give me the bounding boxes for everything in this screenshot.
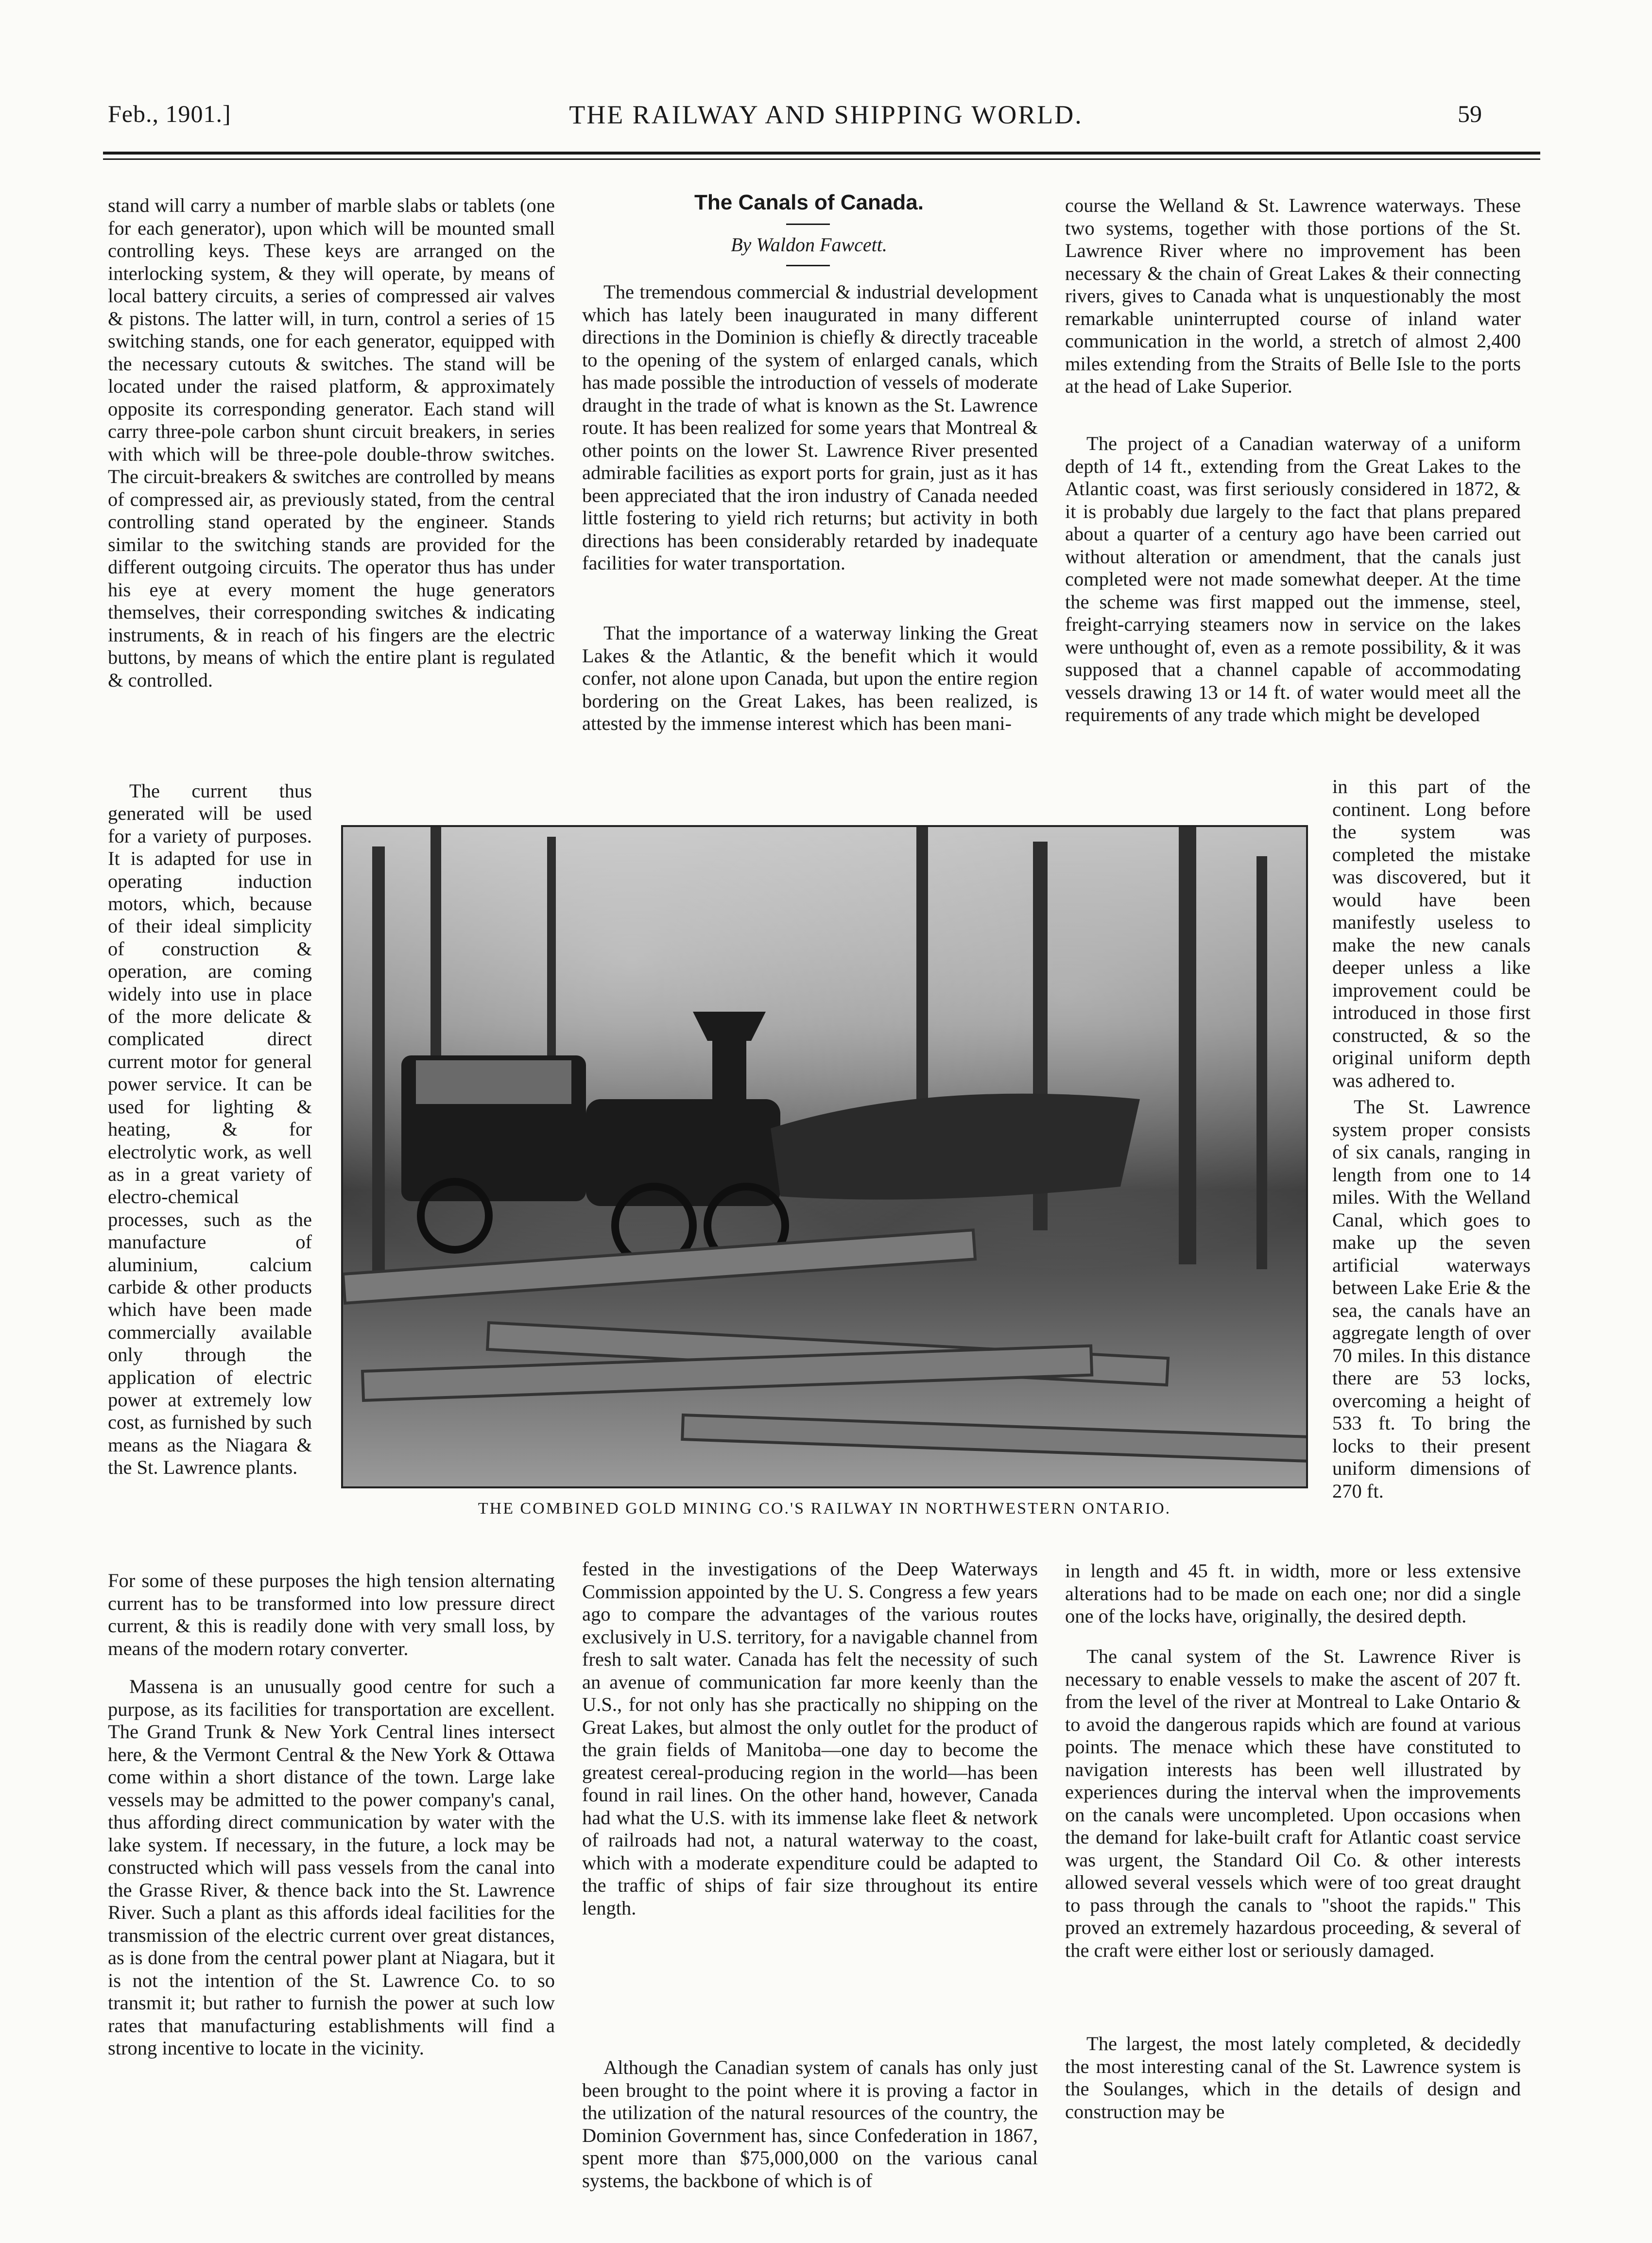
col1-paragraph-3: Massena is an unusually good centre for such a purpose, as its facilities for transportation are excellent. The Grand Trunk & New York Central lines intersect here, & the Vermont Central & the New York & Ottawa come within a short distance of the town. Large lake vessels may be admitted to the power company's canal, thus affording direct communication by water with the lake system. If necessary, in the future, a lock may be constructed which will pass vessels from the canal into the Grasse River, & thence back into the St. Lawrence River. Such a plant as this affords ideal facilities for the transmission of the electric current over great distances, as is done from the central power plant at Niagara, but it is not the intention of the St. Lawrence Co. to so transmit it; but rather to furnish the power at such low rates that manufacturing establishments will find a strong incentive to locate in the vicinity. [108,1675,555,2059]
col1-paragraph-2-continued: For some of these purposes the high tension alternating current has to be transformed into low pressure direct current, & this is readily done with very small loss, by means of the modern rotary converter. [108,1570,555,1659]
article-title: The Canals of Canada. [694,190,924,214]
title-separator [786,224,830,225]
publication-title: THE RAILWAY AND SHIPPING WORLD. [569,100,1083,129]
col2-paragraph-4: Although the Canadian system of canals has only just been brought to the point where it is proving a factor in the utilization of the natural resources of the country, the Dominion Government has, since Confederation in 1867, spent more than $75,000,000 on the various canal systems, the backbone of which is of [582,2056,1038,2191]
page-number: 59 [1458,100,1482,127]
col2-paragraph-2: That the importance of a waterway linking the Great Lakes & the Atlantic, & the benefit which it would confer, not alone upon Canada, but upon the entire region bordering on the Great Lakes, has been realized, is attested by the immense interest which has been mani- [582,622,1038,734]
article-byline: By Waldon Fawcett. [731,234,887,256]
photo-caption: THE COMBINED GOLD MINING CO.'S RAILWAY IN NORTHWESTERN ONTARIO. [478,1500,1171,1518]
railway-photograph [341,825,1308,1488]
col1-paragraph-2-wrap: The current thus generated will be used for a variety of purposes. It is adapted for use in operating induction motors, which, because of their ideal simplicity of construction & operation, are coming widely into use in place of the more delicate & complicated direct current motor for general power service. It can be used for lighting & heating, & for electrolytic work, as well as in a great variety of electro-chemical processes, such as the manufacture of aluminium, calcium carbide & other products which have been made commercially available only through the application of electric power at extremely low cost, as furnished by such means as the Niagara & the St. Lawrence plants. [108,780,312,1479]
col3-paragraph-1: course the Welland & St. Lawrence waterways. These two systems, together with those portions of the St. Lawrence River where no improvement has been necessary & the chain of Great Lakes & their connecting rivers, gives to Canada what is unquestionably the most remarkable uninterrupted course of inland water communication in the world, a stretch of almost 2,400 miles extending from the Straits of Belle Isle to the ports at the head of Lake Superior. [1065,194,1521,397]
col3-paragraph-3: The St. Lawrence system proper consists of six canals, ranging in length from one to 14 miles. With the Welland Canal, which goes to make up the seven artificial waterways between Lake Erie & the sea, the canals have an aggregate length of over 70 miles. In this distance there are 53 locks, overcoming a height of 533 ft. To bring the locks to their present uniform dimensions of 270 ft. [1332,1096,1531,1502]
col3-paragraph-3-continued: in length and 45 ft. in width, more or less extensive alterations had to be made on each one; nor did a single one of the locks have, originally, the desired depth. [1065,1560,1521,1627]
col3-paragraph-2: The project of a Canadian waterway of a uniform depth of 14 ft., extending from the Great Lakes to the Atlantic coast, was first seriously considered in 1872, & it is probably due largely to the fact that plans prepared about a quarter of a century ago have been carried out without alteration or amendment, that the canals just completed were not made somewhat deeper. At the time the scheme was first mapped out the immense, steel, freight-carrying steamers now in service on the lakes were unthought of, even as a remote possibility, & it was supposed that a channel capable of accommodating vessels drawing 13 or 14 ft. of water would meet all the requirements of any trade which might be developed [1065,432,1521,725]
issue-date: Feb., 1901.] [108,100,231,127]
col3-paragraph-2-continued: in this part of the continent. Long before the system was completed the mistake was discovered, but it would have been manifestly useless to make the new canals deeper unless a like improvement could be introduced in those first constructed, & so the original uniform depth was adhered to. [1332,776,1531,1091]
header-rule-thin [103,158,1540,160]
byline-separator [786,265,830,266]
photo-illustration [343,827,1306,1486]
header-rule [103,152,1540,155]
col1-paragraph-1: stand will carry a number of marble slabs or tablets (one for each generator), upon which will be mounted small controlling keys. These keys are arranged on the interlocking system, & they will operate, by means of local battery circuits, a series of compressed air valves & pistons. The latter will, in turn, control a series of 15 switching stands, one for each generator, equipped with the necessary cutouts & switches. The stand will be located under the raised platform, & approximately opposite its corresponding generator. Each stand will carry three-pole carbon shunt circuit breakers, in series with which will be three-pole double-throw switches. The circuit-breakers & switches are controlled by means of compressed air, as previously stated, from the central controlling stand operated by the engineer. Stands similar to the switching stands are provided for the different outgoing circuits. The operator thus has under his eye at every moment the huge generators themselves, their corresponding switches & indicating instruments, & in reach of his fingers are the electric buttons, by means of which the entire plant is regulated & controlled. [108,194,555,691]
col3-paragraph-4: The canal system of the St. Lawrence River is necessary to enable vessels to make the ascent of 207 ft. from the level of the river at Montreal to Lake Ontario & to avoid the dangerous rapids which are found at various points. The menace which these have constituted to navigation interests has been well illustrated by experiences during the interval when the improvements on the canals were uncompleted. Upon occasions when the demand for lake-built craft for Atlantic coast service was urgent, the Standard Oil Co. & other interests allowed several vessels which were of too great draught to pass through the canals to "shoot the rapids." This proved an extremely hazardous proceeding, & several of the craft were either lost or seriously damaged. [1065,1645,1521,1961]
col3-paragraph-5: The largest, the most lately completed, & decidedly the most interesting canal of the St. Lawrence system is the Soulanges, which in the details of design and construction may be [1065,2033,1521,2122]
running-header [0,100,1652,153]
col2-paragraph-3: fested in the investigations of the Deep Waterways Commission appointed by the U. S. Congress a few years ago to compare the advantages of the various routes exclusively in U.S. territory, for a navigable channel from fresh to salt water. Canada has felt the necessity of such an avenue of communication far more keenly than the U.S., for not only has she practically no shipping on the Great Lakes, but almost the only outlet for the product of the grain fields of Manitoba—one day to become the greatest cereal-producing region in the world—has been found in rail lines. On the other hand, however, Canada had what the U.S. with its immense lake fleet & network of railroads had not, a natural waterway to the coast, which with a moderate expenditure could be adapted to the traffic of ships of fair size throughout its entire length. [582,1558,1038,1919]
col2-paragraph-1: The tremendous commercial & industrial development which has lately been inaugurated in many different directions in the Dominion is chiefly & directly traceable to the opening of the system of enlarged canals, which has made possible the introduction of vessels of moderate draught in the trade of what is known as the St. Lawrence route. It has been realized for some years that Montreal & other points on the lower St. Lawrence River presented admirable facilities as export ports for grain, just as it has been appreciated that the iron industry of Canada needed little fostering to yield rich returns; but activity in both directions has been considerably retarded by inadequate facilities for water transportation. [582,281,1038,574]
